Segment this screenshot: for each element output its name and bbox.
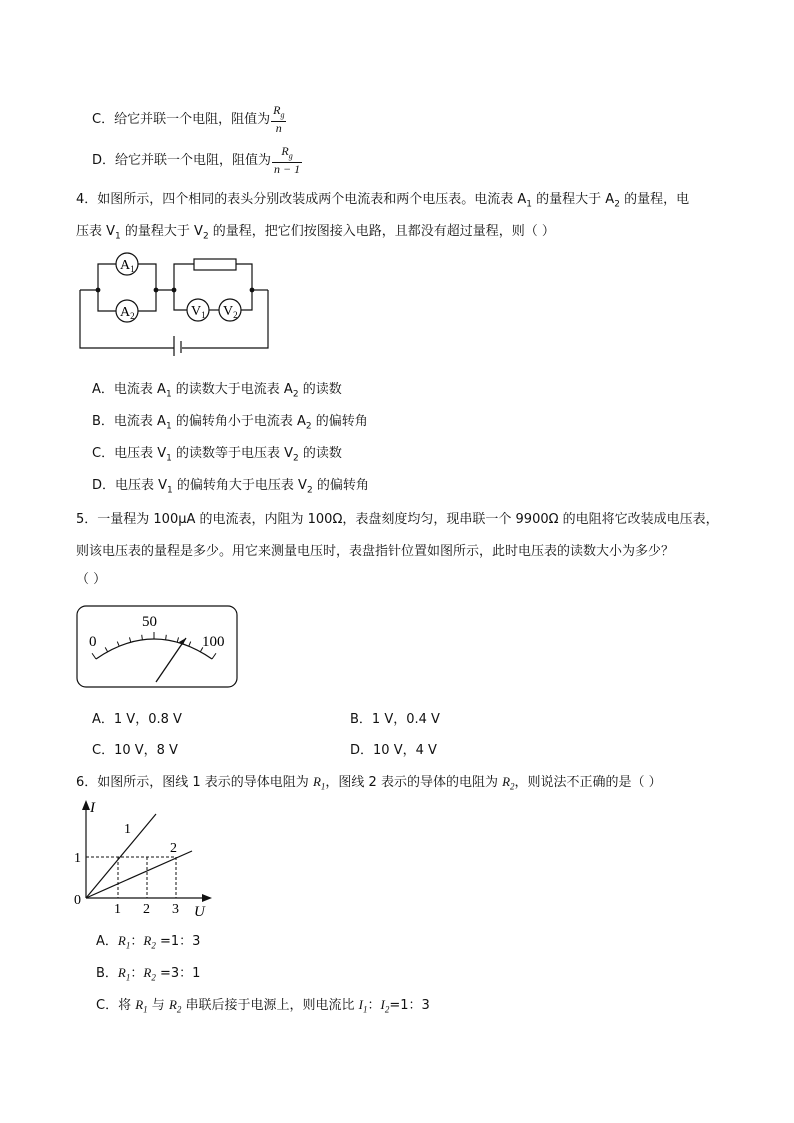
line-1 — [86, 814, 156, 898]
dial-needle — [156, 638, 186, 682]
option-label: A． — [92, 382, 114, 397]
r-sub: 1 — [125, 940, 131, 951]
dial-tick — [105, 647, 107, 651]
q5-meter-dial — [76, 604, 240, 690]
q4-option-b[interactable] — [92, 410, 368, 432]
q5-stem-line1 — [76, 508, 719, 527]
stem-text: 则该电压表的量程是多少。用它来测量电压时，表盘指针位置如图所示，此时电压表的读数大小为多少？ — [76, 544, 675, 559]
dial-tick — [129, 637, 130, 642]
option-label: A． — [92, 712, 114, 727]
frac-den: n — [271, 121, 286, 135]
y-axis-label: I — [90, 800, 95, 816]
r2-symbol: R — [502, 774, 511, 789]
q6-option-c[interactable]: C．将 $R_1$ 与 $R_2$ 串联后接于电源上，则电流比 $I_1$：$I_2=1$：3 — [96, 997, 430, 1015]
fraction-rg-over-n — [271, 104, 286, 135]
option-text: 的偏转角 — [312, 478, 369, 493]
x-tick-3: 3 — [172, 902, 179, 917]
fraction-rg-over-n-minus-1 — [272, 145, 302, 176]
option-text: 10 V，8 V — [114, 743, 178, 758]
a1-label: $A_1$ — [120, 258, 135, 274]
dial-label-max: 100 — [202, 634, 225, 650]
r1-symbol: R — [312, 774, 321, 789]
r-sub: 2 — [151, 972, 156, 983]
r1-sub: 1 — [320, 781, 326, 792]
dial-arc — [96, 639, 212, 659]
q5-option-b[interactable] — [350, 708, 440, 727]
option-label: C． — [92, 743, 115, 758]
option-text: =1：3 — [389, 998, 430, 1013]
option-text: 1 V，0.4 V — [371, 712, 440, 727]
stem-sub: 2 — [202, 231, 209, 242]
stem-sub: 1 — [115, 231, 121, 242]
dial-tick — [212, 653, 216, 659]
option-sub: 1 — [167, 485, 173, 496]
q4-stem-line1 — [76, 188, 689, 210]
option-label: B． — [350, 712, 372, 727]
option-label: C． — [96, 998, 119, 1013]
option-text: ： — [130, 934, 144, 949]
q4-option-c[interactable] — [92, 442, 342, 464]
q3-option-d[interactable] — [92, 145, 302, 176]
stem-text: 6．如图所示，图线 1 表示的导体电阻为 — [76, 775, 313, 790]
option-sub: 1 — [165, 421, 172, 432]
frac-num-sub: g — [280, 110, 285, 120]
i-sub: 2 — [384, 1004, 390, 1015]
line-1-label: 1 — [124, 822, 131, 837]
dial-tick — [189, 642, 191, 647]
stem-text: 5．一量程为 100μA 的电流表，内阻为 100Ω，表盘刻度均匀，现串联一个 9900Ω 的电阻将它改装成电压表， — [76, 512, 719, 527]
option-text: 的读数 — [298, 446, 342, 461]
line-2-label: 2 — [170, 841, 177, 856]
stem-sub: 2 — [614, 199, 620, 210]
option-sub: 2 — [305, 421, 312, 432]
v2-label: $V_2$ — [223, 304, 238, 320]
i-symbol: I — [358, 997, 363, 1012]
resistor-icon — [194, 259, 236, 270]
option-label: C． — [92, 112, 115, 128]
r-sub: 2 — [176, 1004, 182, 1015]
option-sub: 2 — [293, 453, 299, 464]
option-label: B． — [96, 966, 118, 981]
q6-stem — [76, 771, 662, 792]
r-sub: 2 — [151, 940, 156, 951]
y-axis-arrow-icon — [82, 800, 90, 810]
option-label: B． — [92, 414, 114, 429]
option-sub: 2 — [292, 389, 299, 400]
option-text: 的偏转角小于电流表 A — [171, 414, 306, 429]
q6-option-a[interactable] — [96, 930, 200, 951]
option-text: 电压表 V — [115, 478, 168, 493]
option-label: D． — [92, 153, 116, 169]
q5-option-a[interactable] — [92, 708, 182, 727]
option-text: 与 — [147, 998, 169, 1013]
x-tick-1: 1 — [114, 902, 121, 917]
q6-iu-graph — [70, 798, 220, 920]
q4-circuit-diagram — [76, 250, 276, 356]
q6-option-b[interactable] — [96, 962, 200, 983]
dial-tick — [177, 637, 178, 642]
option-text: 电流表 A — [113, 382, 166, 397]
r-sub: 1 — [125, 972, 131, 983]
option-sub: 2 — [306, 485, 313, 496]
x-tick-2: 2 — [143, 902, 150, 917]
q5-stem-line2 — [76, 540, 674, 559]
option-text: 电压表 V — [114, 446, 167, 461]
option-label: C． — [92, 446, 115, 461]
option-text: 给它并联一个电阻，阻值为 — [114, 112, 271, 128]
frac-num-sub: g — [288, 151, 293, 161]
stem-text: 的量程大于 A — [532, 192, 615, 207]
option-text: =1：3 — [155, 934, 201, 949]
x-axis-arrow-icon — [202, 894, 212, 902]
frac-num: R — [273, 103, 281, 117]
stem-text: 的量程大于 V — [120, 224, 203, 239]
option-text: 的读数大于电流表 A — [171, 382, 293, 397]
stem-sub: 1 — [526, 199, 533, 210]
dial-tick — [166, 635, 167, 640]
option-text: 的偏转角大于电压表 V — [172, 478, 307, 493]
q4-option-a[interactable] — [92, 378, 342, 400]
r2-sub: 2 — [510, 781, 515, 792]
y-tick-1: 1 — [74, 851, 81, 866]
v1-label: $V_1$ — [191, 304, 206, 320]
stem-text: 的量程，电 — [619, 192, 690, 207]
frac-num: R — [281, 144, 289, 158]
q4-stem-line2 — [76, 220, 555, 242]
option-text: ： — [130, 966, 144, 981]
option-text: 电流表 A — [113, 414, 166, 429]
option-sub: 1 — [165, 389, 172, 400]
r-symbol: R — [117, 965, 126, 980]
frac-den: n − 1 — [274, 162, 301, 177]
q5-option-d[interactable] — [350, 739, 437, 758]
dial-tick — [117, 642, 119, 647]
option-text: 10 V，4 V — [373, 743, 437, 758]
option-text: =3：1 — [155, 966, 201, 981]
option-text: 的读数等于电压表 V — [171, 446, 294, 461]
q3-option-c[interactable] — [92, 104, 286, 135]
option-label: D． — [350, 743, 374, 758]
option-text: 的偏转角 — [311, 414, 368, 429]
i-symbol: I — [380, 997, 385, 1012]
r-symbol: R — [143, 965, 152, 980]
stem-text: （ ） — [76, 572, 107, 587]
option-text: 串联后接于电源上，则电流比 — [181, 998, 359, 1013]
dial-label-min: 0 — [89, 634, 97, 650]
stem-text: ，则说法不正确的是（ ） — [514, 775, 662, 790]
option-text: 给它并联一个电阻，阻值为 — [115, 153, 272, 169]
option-sub: 1 — [166, 453, 172, 464]
option-label: A． — [96, 934, 118, 949]
option-text: 的读数 — [298, 382, 342, 397]
dial-label-mid: 50 — [142, 614, 157, 630]
origin-label: 0 — [74, 893, 81, 908]
dial-tick — [142, 635, 143, 640]
r-symbol: R — [143, 933, 152, 948]
q5-option-c[interactable] — [92, 739, 178, 758]
option-text: 1 V，0.8 V — [113, 712, 182, 727]
needle-arrow-icon — [179, 638, 186, 645]
option-text: 将 — [118, 998, 136, 1013]
r-sub: 1 — [143, 1004, 148, 1015]
q4-option-d[interactable] — [92, 474, 369, 496]
x-axis-label: U — [194, 904, 205, 920]
stem-text: 压表 V — [76, 224, 116, 239]
dial-tick — [92, 653, 96, 659]
q5-stem-line3 — [76, 568, 106, 587]
stem-text: ，图线 2 表示的导体的电阻为 — [325, 775, 503, 790]
r-symbol: R — [135, 997, 144, 1012]
option-label: D． — [92, 478, 116, 493]
i-sub: 1 — [363, 1004, 368, 1015]
a2-label: $A_2$ — [120, 305, 135, 321]
r-symbol: R — [168, 997, 177, 1012]
r-symbol: R — [117, 933, 126, 948]
stem-text: 的量程，把它们按图接入电路，且都没有超过量程，则（ ） — [208, 224, 555, 239]
stem-text: 4．如图所示，四个相同的表头分别改装成两个电流表和两个电压表。电流表 A — [76, 192, 527, 207]
